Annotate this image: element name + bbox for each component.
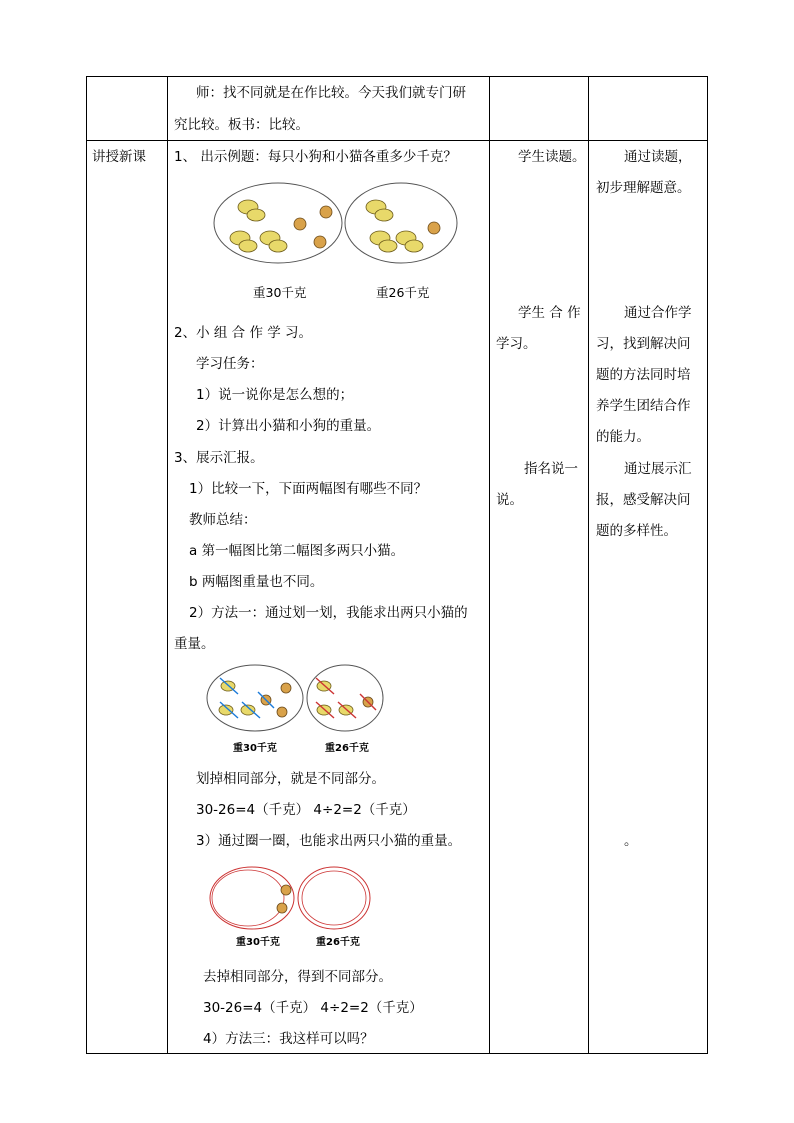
column-divider-1: [167, 76, 168, 1054]
student-activity-2-line2: 学习。: [496, 336, 537, 352]
teacher-summary-label: 教师总结：: [189, 512, 257, 528]
student-activity-1: 学生读题。: [518, 149, 586, 165]
figure-circled: [208, 864, 378, 934]
table-right-border: [707, 76, 708, 1054]
intent-4: 。: [624, 833, 638, 849]
intent-3-line1: 通过展示汇: [624, 461, 692, 477]
step3-text: 3、展示汇报。: [174, 450, 264, 466]
intro-text-line2: 究比较。板书：比较。: [174, 117, 309, 133]
student-activity-3-line1: 指名说一: [524, 461, 578, 477]
figure2-left-caption: 重30千克: [233, 743, 277, 754]
task-item-2: 2）计算出小猫和小狗的重量。: [196, 418, 381, 434]
compare-question: 1）比较一下，下面两幅图有哪些不同？: [189, 481, 428, 497]
student-activity-3-line2: 说。: [496, 492, 523, 508]
figure2-right-caption: 重26千克: [325, 743, 369, 754]
task-item-1: 1）说一说你是怎么想的；: [196, 387, 354, 403]
summary-a: a 第一幅图比第二幅图多两只小猫。: [189, 543, 405, 559]
table-top-border: [86, 76, 708, 77]
column-divider-3: [588, 76, 589, 1054]
figure-dogs-cats-1: [212, 180, 462, 270]
method3-text: 4）方法三：我这样可以吗？: [203, 1031, 374, 1047]
intent-2-line4: 养学生团结合作: [596, 398, 691, 414]
step1-text: 1、 出示例题：每只小狗和小猫各重多少千克？: [174, 149, 457, 165]
figure3-right-caption: 重26千克: [316, 937, 360, 948]
intent-2-line1: 通过合作学: [624, 305, 692, 321]
method2-text: 3）通过圈一圈，也能求出两只小猫的重量。: [196, 833, 462, 849]
row-divider: [86, 140, 708, 141]
summary-b: b 两幅图重量也不同。: [189, 574, 324, 590]
intent-2-line2: 习，找到解决问: [596, 336, 691, 352]
remove-same-text: 去掉相同部分，得到不同部分。: [203, 969, 392, 985]
figure1-right-caption: 重26千克: [376, 285, 430, 300]
table-bottom-border: [86, 1053, 708, 1054]
intent-3-line2: 报，感受解决问: [596, 492, 691, 508]
column-divider-2: [489, 76, 490, 1054]
intent-1-line1: 通过读题，: [624, 149, 692, 165]
intent-2-line5: 的能力。: [596, 429, 650, 445]
figure3-left-caption: 重30千克: [236, 937, 280, 948]
method1-line1: 2）方法一：通过划一划，我能求出两只小猫的: [189, 605, 468, 621]
calculation-1: 30-26=4（千克） 4÷2=2（千克）: [196, 802, 416, 818]
task-title: 学习任务：: [196, 356, 264, 372]
table-left-border: [86, 76, 87, 1054]
intent-2-line3: 题的方法同时培: [596, 367, 691, 383]
intro-text-line1: 师：找不同就是在作比较。今天我们就专门研: [196, 85, 466, 101]
method1-line2: 重量。: [174, 636, 215, 652]
calculation-2: 30-26=4（千克） 4÷2=2（千克）: [203, 1000, 423, 1016]
intent-3-line3: 题的多样性。: [596, 523, 677, 539]
student-activity-2-line1: 学生 合 作: [518, 305, 581, 321]
cross-out-text: 划掉相同部分，就是不同部分。: [196, 771, 385, 787]
figure1-left-caption: 重30千克: [253, 285, 307, 300]
figure-crossed-out: [206, 664, 386, 738]
step2-text: 2、小 组 合 作 学 习。: [174, 325, 313, 341]
intent-1-line2: 初步理解题意。: [596, 180, 691, 196]
section-label: 讲授新课: [92, 149, 146, 165]
